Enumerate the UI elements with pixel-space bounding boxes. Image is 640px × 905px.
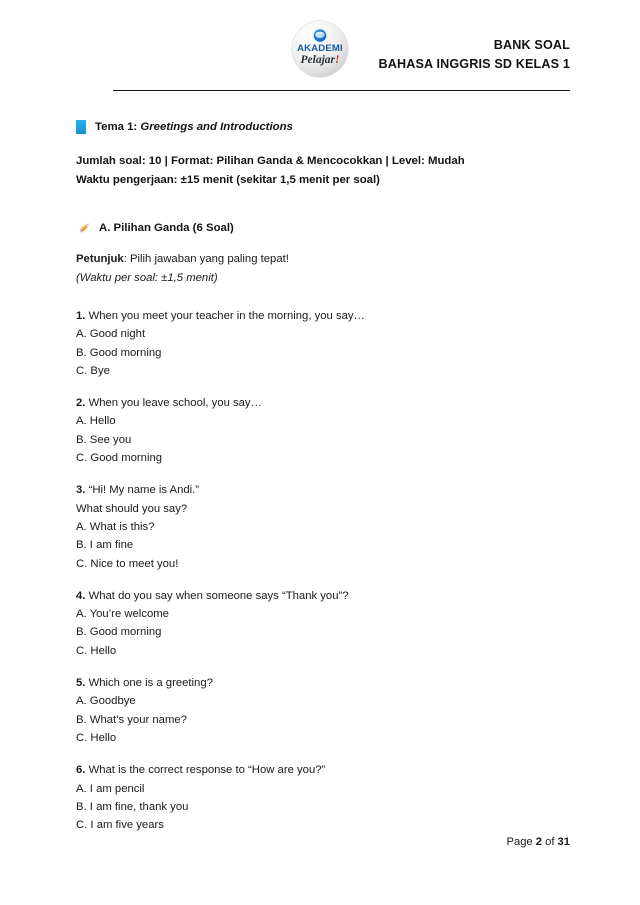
akademi-pelajar-logo — [292, 21, 348, 77]
question-option[interactable]: C. Good morning — [76, 452, 163, 465]
tema-name: Greetings and Introductions — [140, 121, 293, 133]
footer-prefix: Page — [506, 836, 536, 848]
question-prompt: When you leave school, you say… — [88, 397, 262, 410]
logo-globe-icon — [313, 28, 328, 43]
footer-total-pages: 31 — [557, 836, 570, 848]
question-option[interactable]: A. Hello — [76, 415, 116, 428]
instruction-line — [76, 250, 570, 269]
question-option[interactable]: B. I am fine — [76, 539, 134, 552]
question-number: 3. — [76, 484, 86, 497]
question-text — [76, 761, 570, 779]
question-item — [76, 587, 570, 660]
question-number: 2. — [76, 397, 86, 410]
instruction-label: Petunjuk — [76, 253, 124, 265]
instruction-note: (Waktu per soal: ±1,5 menit) — [76, 271, 218, 284]
meta-line-count-format-level: Jumlah soal: 10 | Format: Pilihan Ganda & Mencocokkan | Level: Mudah — [76, 155, 465, 167]
question-prompt: What do you say when someone says “Thank you”? — [88, 589, 349, 602]
question-option[interactable]: A. Goodbye — [76, 695, 136, 708]
tema-heading — [76, 118, 570, 136]
question-option[interactable]: A. I am pencil — [76, 782, 145, 795]
question-option[interactable]: A. What is this? — [76, 520, 155, 533]
header-divider — [113, 90, 570, 91]
section-a-heading — [76, 219, 570, 237]
question-option[interactable]: A. Good night — [76, 328, 146, 341]
question-option[interactable]: C. Bye — [76, 364, 110, 377]
page-footer — [507, 836, 570, 848]
question-prompt: “Hi! My name is Andi.” — [88, 484, 200, 497]
question-text — [76, 481, 570, 499]
question-option[interactable]: C. Hello — [76, 644, 117, 657]
question-option[interactable]: B. See you — [76, 433, 132, 446]
question-number: 4. — [76, 589, 86, 602]
question-option[interactable]: B. Good morning — [76, 626, 162, 639]
header-title-block — [378, 36, 570, 74]
question-prompt: What is the correct response to “How are you?” — [88, 764, 326, 777]
question-item — [76, 674, 570, 747]
question-option[interactable]: B. I am fine, thank you — [76, 800, 189, 813]
question-item — [76, 307, 570, 380]
logo-brand-exclamation: ! — [335, 54, 340, 66]
question-option[interactable]: A. You’re welcome — [76, 608, 169, 621]
pencil-icon — [76, 220, 92, 236]
question-text — [76, 307, 570, 325]
question-text — [76, 394, 570, 412]
instruction-text: : Pilih jawaban yang paling tepat! — [123, 253, 289, 265]
footer-current-page: 2 — [535, 836, 542, 848]
header-title-line1: BANK SOAL — [493, 38, 570, 52]
meta-line-duration: Waktu pengerjaan: ±15 menit (sekitar 1,5 menit per soal) — [76, 173, 380, 186]
tema-marker-icon — [76, 120, 86, 134]
question-item — [76, 481, 570, 572]
question-option[interactable]: B. What’s your name? — [76, 713, 187, 726]
question-option[interactable]: B. Good morning — [76, 346, 162, 359]
page-header — [0, 0, 640, 96]
logo-brand-pelajar — [292, 55, 348, 67]
logo-brand-akademi: AKADEMI — [297, 43, 343, 54]
question-prompt: When you meet your teacher in the morning, you say… — [88, 310, 365, 322]
question-subprompt: What should you say? — [76, 502, 188, 515]
question-option[interactable]: C. Nice to meet you! — [76, 557, 179, 570]
question-prompt: Which one is a greeting? — [88, 677, 213, 690]
question-number: 6. — [76, 764, 86, 777]
question-option[interactable]: C. Hello — [76, 731, 117, 744]
section-a-title: A. Pilihan Ganda (6 Soal) — [99, 222, 234, 234]
question-number: 5. — [76, 677, 86, 690]
tema-label: Tema 1: — [95, 121, 138, 133]
page-content — [76, 118, 570, 848]
question-item — [76, 394, 570, 467]
question-item — [76, 761, 570, 834]
footer-middle: of — [542, 836, 558, 848]
question-number: 1. — [76, 310, 86, 322]
exam-meta-block — [76, 152, 570, 189]
question-text — [76, 587, 570, 605]
header-title-line2: BAHASA INGGRIS SD KELAS 1 — [378, 57, 570, 71]
question-text — [76, 674, 570, 692]
section-a-instructions — [76, 250, 570, 287]
tema-heading-text — [95, 121, 293, 133]
question-option[interactable]: C. I am five years — [76, 819, 164, 832]
logo-brand-pelajar-text: Pelajar — [300, 54, 335, 66]
